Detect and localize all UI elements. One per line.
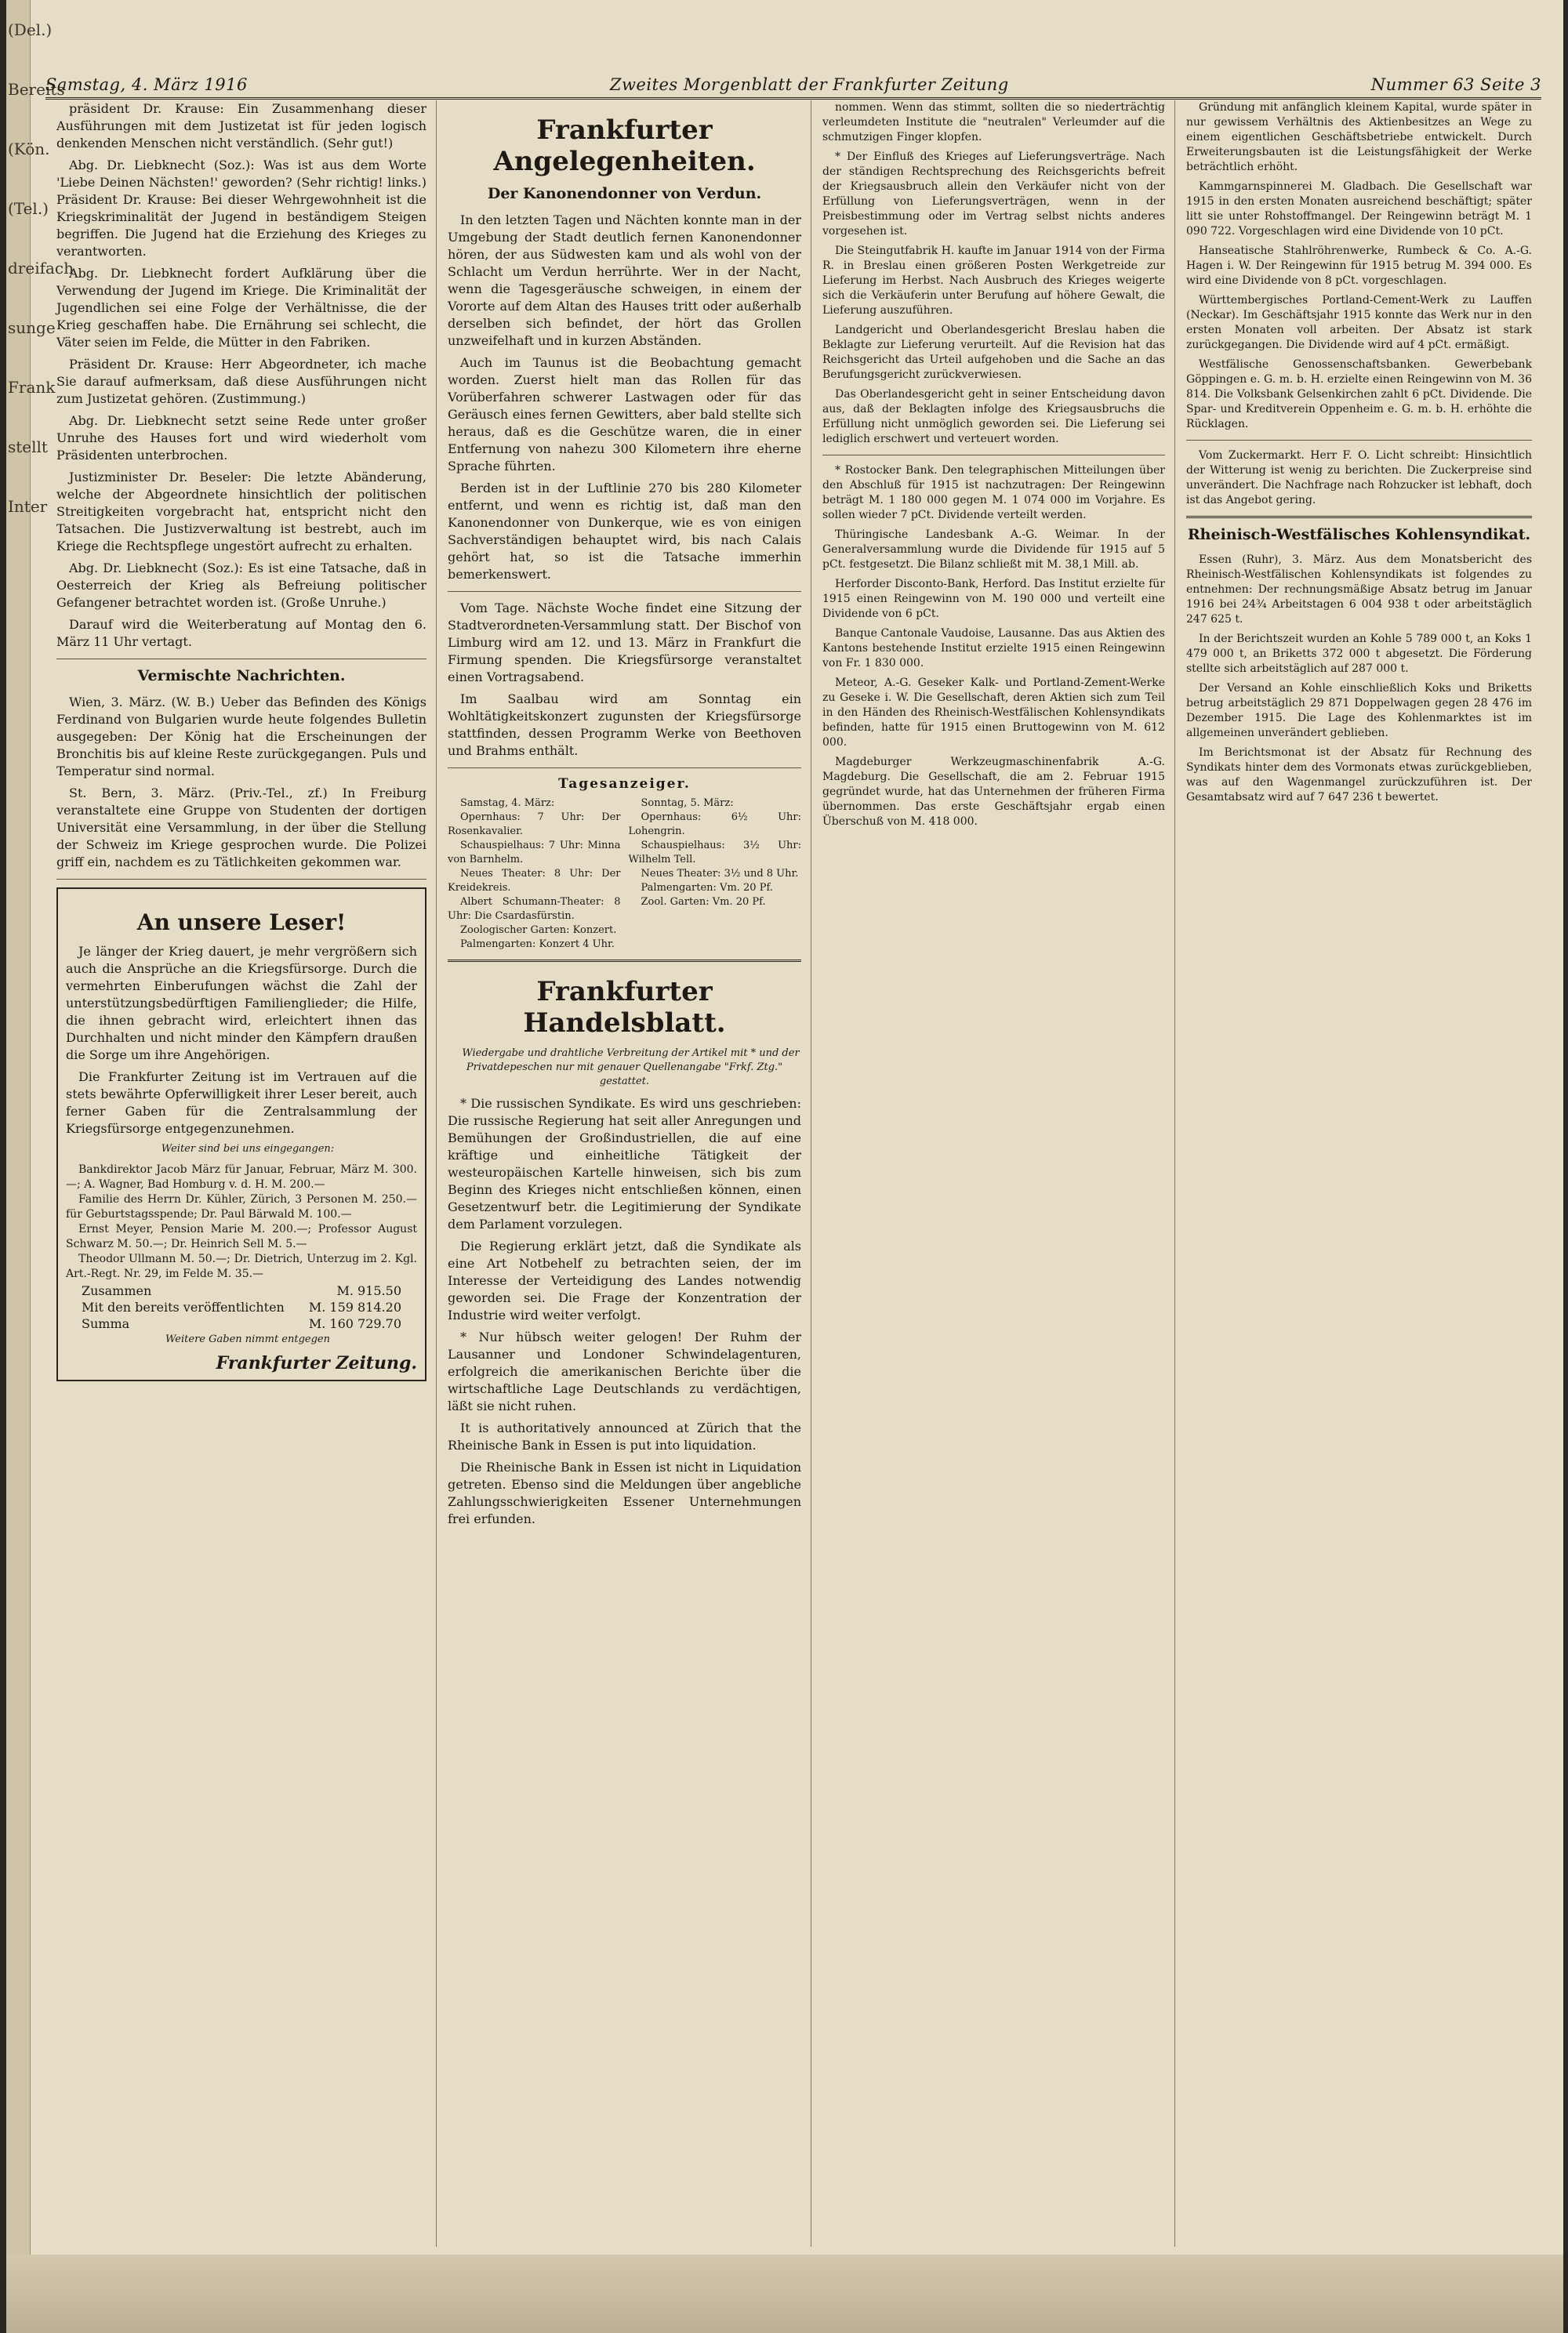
donation-entry: Theodor Ullmann M. 50.—; Dr. Dietrich, Unterzug im 2. Kgl. Art.-Regt. Nr. 29, im Felde M. 35.—	[66, 1253, 417, 1280]
business-report: Banque Cantonale Vaudoise, Lausanne. Das aus Aktien des Kantons bestehende Institut erzielte 1915 einen Reingewinn von Fr. 1 830 000.	[822, 627, 1165, 669]
article-paragraph: Abg. Dr. Liebknecht (Soz.): Es ist eine Tatsache, daß in Oesterreich der Krieg als Befreiung politischer Gefangener betrachtet worden ist. (Große Unruhe.)	[56, 561, 426, 610]
article-paragraph: Abg. Dr. Liebknecht (Soz.): Was ist aus dem Worte 'Liebe Deinen Nächsten!' geworden? (Sehr richtig! links.) Präsident Dr. Krause: Bei dieser Wehrgewohnheit ist die Kriegskriminalität der Jugend in beständigem Steigen begriffen. Die Jugend hat die Erziehung des Krieges zu verantworten.	[56, 158, 426, 259]
business-report: Herforder Disconto-Bank, Herford. Das Institut erzielte für 1915 einen Reingewinn von M. 190 000 und verteilt eine Dividende von 6 pCt.	[822, 578, 1165, 620]
total-row	[82, 1283, 401, 1298]
fringe-line: (Tel.)	[8, 199, 49, 218]
business-report: Hanseatische Stahlröhrenwerke, Rumbeck & Co. A.-G. Hagen i. W. Der Reingewinn für 1915 betrug M. 394 000. Es wird eine Dividende von 8 pCt. vorgeschlagen.	[1186, 245, 1532, 287]
event-line: Sonntag, 5. März:	[641, 797, 734, 809]
sum-row	[82, 1316, 401, 1331]
further-gifts-note: Weitere Gaben nimmt entgegen	[165, 1333, 330, 1345]
article-paragraph: Berden ist in der Luftlinie 270 bis 280 Kilometer entfernt, und wenn es richtig ist, daß man den Kanonendonner von Dunkerque, wie es von einigen Sachverständigen behauptet wird, bis nach Calais gehört hat, so ist die Tatsache immerhin bemerkenswert.	[448, 481, 801, 582]
column-2	[436, 100, 811, 2247]
article-paragraph: In der Berichtszeit wurden an Kohle 5 789 000 t, an Koks 1 479 000 t, an Briketts 372 000 t abgesetzt. Die Förderung stellte sich arbeitstäglich auf 287 000 t.	[1186, 633, 1532, 675]
signature: Frankfurter Zeitung.	[216, 1353, 417, 1373]
event-line: Albert Schumann-Theater: 8 Uhr: Die Csardasfürstin.	[448, 896, 621, 922]
article-paragraph: Die Rheinische Bank in Essen ist nicht in Liquidation getreten. Ebenso sind die Meldungen über angebliche Zahlungsschwierigkeiten Essener Unternehmungen frei erfunden.	[448, 1460, 801, 1526]
article-paragraph: nommen. Wenn das stimmt, sollten die so niederträchtig verleumdeten Institute die "neutralen" Verleumder auf die schmutzigen Finger klopfen.	[822, 101, 1165, 143]
events-left-column	[448, 796, 621, 952]
event-line: Opernhaus: 7 Uhr: Der Rosenkavalier.	[448, 811, 621, 837]
event-line: Zoologischer Garten: Konzert.	[460, 924, 617, 936]
events-table	[448, 796, 801, 952]
adjacent-page-edge	[6, 0, 74, 2333]
article-paragraph: * Die russischen Syndikate. Es wird uns geschrieben: Die russische Regierung hat seit aller Anregungen und Bemühungen der Großindustriellen, die auf eine kräftige und einheitliche Tätigkeit der westeuropäischen Kartelle hinweisen, sich bis zum Beginn des Krieges nicht entschließen können, einen Gesetzentwurf betr. die Legitimierung der Syndikate dem Parlament vorzulegen.	[448, 1096, 801, 1232]
footer-text	[6, 2255, 1563, 2302]
fringe-line: Bereits	[8, 80, 65, 99]
fringe-line: (Del.)	[8, 20, 53, 39]
readers-appeal-heading: An unsere Leser!	[136, 909, 347, 935]
event-line: Neues Theater: 8 Uhr: Der Kreidekreis.	[448, 868, 621, 894]
section-title-frankfurt: Frankfurter Angelegenheiten.	[493, 114, 756, 177]
article-paragraph: Präsident Dr. Krause: Herr Abgeordneter, ich mache Sie darauf aufmerksam, daß diese Ausführungen nicht zum Justizetat gehören. (Zustimmung.)	[56, 357, 426, 406]
article-paragraph: Die Steingutfabrik H. kaufte im Januar 1914 von der Firma R. in Breslau einen größeren Posten Werkgetreide zur Lieferung im Herbst. Nach Ausbruch des Krieges weigerte sich die Verkäuferin unter Berufung auf höhere Gewalt, die Lieferung auszuführen.	[822, 245, 1165, 317]
business-report: Gründung mit anfänglich kleinem Kapital, wurde später in nur gewissem Verhältnis des Aktienbesitzes an Wege zu einem eigentlichen Geschäftsbetriebe entwickelt. Durch Erweiterungsbauten ist die Leistungsfähigkeit der Werke beträchtlich erhöht.	[1186, 101, 1532, 173]
business-report: Westfälische Genossenschaftsbanken. Gewerbebank Göppingen e. G. m. b. H. erzielte einen Reingewinn von M. 36 814. Die Volksbank Gelsenkirchen zahlt 6 pCt. Dividende. Die Spar- und Kreditverein Oppenheim e. G. m. b. H. erhöhte die Rücklagen.	[1186, 358, 1532, 430]
column-1	[45, 100, 436, 2247]
page-bottom-edge	[6, 2255, 1563, 2333]
divider	[1186, 440, 1532, 441]
donations-title: Weiter sind bei uns eingegangen:	[161, 1143, 335, 1155]
reprint-notice: Wiedergabe und drahtliche Verbreitung der Artikel mit * und der Privatdepeschen nur mit genauer Quellenangabe "Frkf. Ztg." gestattet.	[462, 1047, 800, 1087]
business-report: * Rostocker Bank. Den telegraphischen Mitteilungen über den Abschluß für 1915 ist nachzutragen: Der Reingewinn beträgt M. 1 180 000 gegen M. 1 074 000 im Vorjahre. Es sollen wieder 7 pCt. Dividende verteilt werden.	[822, 464, 1165, 521]
business-report: Vom Zuckermarkt. Herr F. O. Licht schreibt: Hinsichtlich der Witterung ist wenig zu berichten. Die Zuckerpreise sind unverändert. Die Nachfrage nach Rohzucker ist lebhaft, doch ist das Angebot gering.	[1186, 449, 1532, 506]
business-report: Kammgarnspinnerei M. Gladbach. Die Gesellschaft war 1915 in den ersten Monaten ausreichend beschäftigt; später litt sie unter Rohstoffmangel. Der Reingewinn beträgt M. 1 090 722. Vorgeschlagen wird eine Dividende von 10 pCt.	[1186, 180, 1532, 238]
section-heading-coal-syndicate: Rheinisch-Westfälisches Kohlensyndikat.	[1187, 526, 1531, 543]
article-paragraph: Die Regierung erklärt jetzt, daß die Syndikate als eine Art Notbehelf zu betrachten seien, der im Interesse der Verteidigung des Landes notwendig geworden sei. Die Frage der Konzentration der Industrie wird weiter verfolgt.	[448, 1239, 801, 1323]
article-title-verdun: Der Kanonendonner von Verdun.	[487, 185, 762, 202]
news-paragraph: St. Bern, 3. März. (Priv.-Tel., zf.) In Freiburg veranstaltete eine Gruppe von Studenten der dortigen Universität eine Versammlung, in der über die Stellung der Schweiz im Kriege gesprochen wurde. Die Polizei griff ein, nachdem es zu Tätlichkeiten gekommen war.	[56, 786, 426, 869]
previous-total-row	[82, 1300, 401, 1315]
article-paragraph: Essen (Ruhr), 3. März. Aus dem Monatsbericht des Rheinisch-Westfälischen Kohlensyndikats ist folgendes zu entnehmen: Der rechnungsmäßige Absatz betrug im Januar 1916 bei 24¾ Arbeitstagen 6 004 938 t oder arbeitstäglich 247 625 t.	[1186, 553, 1532, 626]
article-paragraph: Der Versand an Kohle einschließlich Koks und Briketts betrug arbeitstäglich 29 871 Doppelwagen gegen 28 476 im Dezember 1915. Die Lage des Kohlenmarktes ist im allgemeinen unverändert geblieben.	[1186, 682, 1532, 739]
fringe-line: Frank	[8, 378, 56, 397]
donation-entry: Bankdirektor Jacob März für Januar, Februar, März M. 300.—; A. Wagner, Bad Homburg v. d. H. M. 200.—	[66, 1163, 417, 1191]
total-label: Zusammen	[82, 1283, 152, 1298]
header-edition: Zweites Morgenblatt der Frankfurter Zeitung	[609, 75, 1009, 94]
appeal-paragraph: Die Frankfurter Zeitung ist im Vertrauen auf die stets bewährte Opferwilligkeit ihrer Leser bereit, auch ferner Gaben für die Zentralsammlung der Kriegsfürsorge entgegenzunehmen.	[66, 1069, 417, 1136]
article-paragraph: präsident Dr. Krause: Ein Zusammenhang dieser Ausführungen mit dem Justizetat ist für jeden logisch denkenden Menschen nicht verständlich. (Sehr gut!)	[56, 101, 426, 151]
divider	[1186, 516, 1532, 518]
fringe-line: (Kön.	[8, 140, 50, 158]
event-line: Opernhaus: 6½ Uhr: Lohengrin.	[628, 811, 801, 837]
section-title-handelsblatt: Frankfurter Handelsblatt.	[523, 976, 726, 1039]
article-paragraph: * Nur hübsch weiter gelogen! Der Ruhm der Lausanner und Londoner Schwindelagenturen, erfolgreich die amerikanischen Berichte über die wirtschaftliche Lage Deutschlands zu verdächtigen, läßt sie nicht ruhen.	[448, 1330, 801, 1413]
previous-label: Mit den bereits veröffentlichten	[82, 1300, 285, 1315]
fringe-line: dreifach	[8, 259, 74, 278]
fringe-line: stellt	[8, 437, 48, 456]
business-report: Württembergisches Portland-Cement-Werk zu Lauffen (Neckar). Im Geschäftsjahr 1915 konnte das Werk nur in den ersten Monaten voll arbeiten. Der Absatz ist stark zurückgegangen. Die Dividende wird auf 4 pCt. ermäßigt.	[1186, 294, 1532, 351]
sum-label: Summa	[82, 1316, 130, 1331]
section-heading-mixed-news: Vermischte Nachrichten.	[137, 667, 346, 684]
total-value: M. 915.50	[336, 1283, 401, 1298]
header-date: Samstag, 4. März 1916	[45, 75, 248, 94]
article-paragraph: * Der Einfluß des Krieges auf Lieferungsverträge. Nach der ständigen Rechtsprechung des Reichsgerichts befreit der Kriegsausbruch allein den Verkäufer nicht von der Erfüllung von Lieferungsverträgen, wenn in der Preisbestimmung oder im Vertrag selbst nichts anderes vorgesehen ist.	[822, 151, 1165, 238]
column-3	[811, 100, 1174, 2247]
article-paragraph: Darauf wird die Weiterberatung auf Montag den 6. März 11 Uhr vertagt.	[56, 617, 426, 649]
previous-value: M. 159 814.20	[308, 1300, 401, 1315]
event-line: Zool. Garten: Vm. 20 Pf.	[641, 896, 766, 908]
article-paragraph: Abg. Dr. Liebknecht fordert Aufklärung über die Verwendung der Jugend im Kriege. Die Kriminalität der Jugendlichen sei eine Folge der Verhältnisse, die der Krieg geschaffen habe. Die Ernährung sei schlecht, die Väter seien im Felde, die Mütter in den Fabriken.	[56, 266, 426, 350]
event-line: Samstag, 4. März:	[460, 797, 555, 809]
appeal-paragraph: Je länger der Krieg dauert, je mehr vergrößern sich auch die Ansprüche an die Kriegsfürsorge. Durch die vermehrten Einberufungen wächst die Zahl der unterstützungsbedürftigen Familienglieder; die Hilfe, die ihnen gebracht wird, erleichtert ihnen das Durchhalten und nicht minder den Kämpfern draußen die Sorge um ihre Angehörigen.	[66, 944, 417, 1062]
business-report: Meteor, A.-G. Geseker Kalk- und Portland-Zement-Werke zu Geseke i. W. Die Gesellschaft, deren Aktien sich zum Teil in den Händen des Rheinisch-Westfälischen Kohlensyndikats befinden, hatte für 1915 einen Bruttogewinn von M. 612 000.	[822, 677, 1165, 749]
events-right-column	[629, 796, 802, 952]
divider	[448, 960, 801, 962]
event-line: Schauspielhaus: 3½ Uhr: Wilhelm Tell.	[628, 840, 801, 865]
article-paragraph: It is authoritatively announced at Zürich that the Rheinische Bank in Essen is put into liquidation.	[448, 1420, 801, 1453]
event-line: Palmengarten: Konzert 4 Uhr.	[460, 938, 615, 950]
business-report: Thüringische Landesbank A.-G. Weimar. In der Generalversammlung wurde die Dividende für 1915 auf 5 pCt. festgesetzt. Die Bilanz schließt mit M. 38,1 Mill. ab.	[822, 528, 1165, 571]
article-paragraph: Abg. Dr. Liebknecht setzt seine Rede unter großer Unruhe des Hauses fort und wird wiederholt vom Präsidenten unterbrochen.	[56, 413, 426, 463]
header-page-number: Nummer 63 Seite 3	[1370, 75, 1541, 94]
business-report: Magdeburger Werkzeugmaschinenfabrik A.-G. Magdeburg. Die Gesellschaft, die am 2. Februar 1915 gegründet wurde, hat das Unternehmen der früheren Firma übernommen. Das erste Geschäftsjahr ergab einen Überschuß von M. 418 000.	[822, 756, 1165, 828]
sum-value: M. 160 729.70	[308, 1316, 401, 1331]
donation-entry: Familie des Herrn Dr. Kühler, Zürich, 3 Personen M. 250.— für Geburtstagsspende; Dr. Paul Bärwald M. 100.—	[66, 1193, 417, 1221]
news-paragraph: Wien, 3. März. (W. B.) Ueber das Befinden des Königs Ferdinand von Bulgarien wurde heute folgendes Bulletin ausgegeben: Der König hat die Erscheinungen der Bronchitis bis auf kleine Reste zurückgegangen. Puls und Temperatur sind normal.	[56, 695, 426, 778]
event-line: Schauspielhaus: 7 Uhr: Minna von Barnhelm.	[448, 840, 621, 865]
newspaper-page	[6, 0, 1563, 2333]
article-paragraph: Justizminister Dr. Beseler: Die letzte Abänderung, welche der Abgeordnete hinsichtlich der politischen Streitigkeiten vorgebracht hat, entspricht nicht den Tatsachen. Die Justizverwaltung ist bestrebt, auch im Kriege die Rechtspflege ungestört aufrecht zu erhalten.	[56, 470, 426, 553]
events-heading: Tagesanzeiger.	[558, 776, 691, 792]
page-header	[45, 63, 1541, 100]
article-paragraph: Vom Tage. Nächste Woche findet eine Sitzung der Stadtverordneten-Versammlung statt. Der Bischof von Limburg wird am 12. und 13. März in Frankfurt die Firmung spenden. Die Kriegsfürsorge veranstaltet einen Vortragsabend.	[448, 600, 801, 684]
fringe-line: Inter	[8, 497, 48, 516]
fringe-line: sunge	[8, 318, 56, 337]
divider	[448, 591, 801, 592]
article-paragraph: Im Berichtsmonat ist der Absatz für Rechnung des Syndikats hinter dem des Vormonats etwas zurückgeblieben, was auf den Wagenmangel zurückzuführen ist. Der Gesamtabsatz wird auf 7 647 236 t bewertet.	[1186, 746, 1532, 804]
article-paragraph: Im Saalbau wird am Sonntag ein Wohltätigkeitskonzert zugunsten der Kriegsfürsorge stattfinden, dessen Programm Werke von Beethoven und Brahms enthält.	[448, 691, 801, 758]
article-paragraph: Das Oberlandesgericht geht in seiner Entscheidung davon aus, daß der Beklagten infolge des Kriegsausbruchs die Erfüllung nicht unmöglich geworden sei. Die Lieferung sei lediglich erschwert und verteuert worden.	[822, 388, 1165, 445]
event-line: Palmengarten: Vm. 20 Pf.	[641, 882, 773, 894]
article-paragraph: In den letzten Tagen und Nächten konnte man in der Umgebung der Stadt deutlich fernen Kanonendonner hören, der aus Südwesten kam und als wohl von der Schlacht um Verdun herrührte. Wer in der Nacht, wenn die Tagesgeräusche schweigen, in einem der Vororte auf dem Altan des Hauses tritt oder außerhalb derselben sich befindet, der hört das Grollen unzweifelhaft und in kurzen Abständen.	[448, 212, 801, 348]
article-paragraph: Landgericht und Oberlandesgericht Breslau haben die Beklagte zur Lieferung verurteilt. Auf die Revision hat das Reichsgericht das Urteil aufgehoben und die Sache an das Berufungsgericht zurückverwiesen.	[822, 324, 1165, 381]
article-paragraph: Auch im Taunus ist die Beobachtung gemacht worden. Zuerst hielt man das Rollen für das Vorüberfahren schwerer Lastwagen oder für das Geräusch eines fernen Gewitters, aber bald stellte sich heraus, daß es die Geschütze waren, die in einer Entfernung von nahezu 300 Kilometern ihre eherne Sprache führten.	[448, 355, 801, 473]
divider	[448, 767, 801, 768]
event-line: Neues Theater: 3½ und 8 Uhr.	[641, 868, 799, 880]
column-4	[1174, 100, 1541, 2247]
donation-entry: Ernst Meyer, Pension Marie M. 200.—; Professor August Schwarz M. 50.—; Dr. Heinrich Sell M. 5.—	[66, 1223, 417, 1250]
divider	[56, 879, 426, 880]
readers-appeal-box	[56, 887, 426, 1381]
